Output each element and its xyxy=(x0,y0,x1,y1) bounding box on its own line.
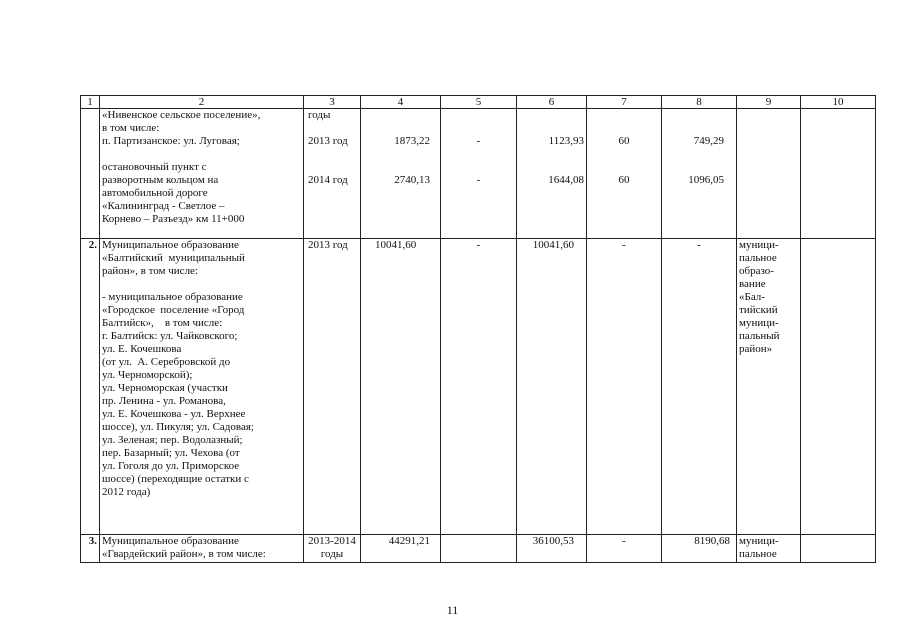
header-cell: 9 xyxy=(737,96,801,109)
executor-line: район» xyxy=(739,343,773,355)
description-line: автомобильной дороге xyxy=(102,187,208,199)
description-cell xyxy=(100,109,304,239)
description-line: - муниципальное образование xyxy=(102,291,243,303)
description-line: г. Балтийск: ул. Чайковского; xyxy=(102,330,238,342)
value-text: 60 xyxy=(618,135,630,147)
executor-line: тийский xyxy=(739,304,778,316)
executor-line: муници- xyxy=(739,317,779,329)
description-line: остановочный пункт с xyxy=(102,161,207,173)
column-5-cell: - xyxy=(441,239,517,535)
period-cell: 2013 год xyxy=(304,239,361,535)
executor-line: пальный xyxy=(739,330,780,342)
description-line: шоссе), ул. Пикуля; ул. Садовая; xyxy=(102,421,254,433)
description-line: Муниципальное образование xyxy=(102,239,239,251)
executor-line: пальное xyxy=(739,252,777,264)
column-6-cell xyxy=(517,109,587,239)
period-cell xyxy=(304,109,361,239)
header-cell: 1 xyxy=(81,96,100,109)
table-row-2 xyxy=(81,239,876,535)
description-line: п. Партизанское: ул. Луговая; xyxy=(102,135,240,147)
column-5-cell xyxy=(441,535,517,563)
description-cell xyxy=(100,239,304,535)
column-10-cell xyxy=(801,535,876,563)
column-10-cell xyxy=(801,109,876,239)
header-cell: 2 xyxy=(100,96,304,109)
description-line: ул. Черноморской); xyxy=(102,369,193,381)
value-text: 2740,13 xyxy=(394,174,430,186)
value-text: 1873,22 xyxy=(394,135,430,147)
value-text: - xyxy=(476,135,481,147)
column-7-cell xyxy=(587,109,662,239)
value-text: 1644,08 xyxy=(548,174,584,186)
column-8-cell: - xyxy=(662,239,737,535)
period-text: годы xyxy=(320,548,344,560)
period-text: 2013 год xyxy=(308,135,348,147)
description-line: район», в том числе: xyxy=(102,265,198,277)
total-cell: 44291,21 xyxy=(361,535,441,563)
description-line: ул. Е. Кочешкова - ул. Верхнее xyxy=(102,408,246,420)
header-cell: 3 xyxy=(304,96,361,109)
description-line: ул. Гоголя до ул. Приморское xyxy=(102,460,240,472)
description-cell xyxy=(100,535,304,563)
description-line: 2012 года) xyxy=(102,486,151,498)
executor-line: вание xyxy=(739,278,766,290)
header-cell: 6 xyxy=(517,96,587,109)
column-8-cell: 8190,68 xyxy=(662,535,737,563)
page-number: 11 xyxy=(446,603,459,617)
description-line xyxy=(102,278,301,291)
column-6-cell: 36100,53 xyxy=(517,535,587,563)
value-text: 1096,05 xyxy=(688,174,724,186)
description-line: шоссе) (переходящие остатки с xyxy=(102,473,249,485)
financing-table xyxy=(80,95,876,563)
description-line: (от ул. А. Серебровской до xyxy=(102,356,231,368)
column-6-cell: 10041,60 xyxy=(517,239,587,535)
description-line: «Балтийский муниципальный xyxy=(102,252,245,264)
description-line: «Нивенское сельское поселение», xyxy=(102,109,261,121)
total-cell: 10041,60 xyxy=(361,239,441,535)
row-number-cell: 3. xyxy=(81,535,100,563)
executor-line: муници- xyxy=(739,535,779,547)
description-line: ул. Е. Кочешкова xyxy=(102,343,182,355)
value-text: 1123,93 xyxy=(548,135,584,147)
description-line: Муниципальное образование xyxy=(102,535,239,547)
header-cell: 5 xyxy=(441,96,517,109)
description-line: разворотным кольцом на xyxy=(102,174,219,186)
total-cell xyxy=(361,109,441,239)
description-line: «Гвардейский район», в том числе: xyxy=(102,548,266,560)
period-cell xyxy=(304,535,361,563)
column-9-cell xyxy=(737,239,801,535)
column-9-cell xyxy=(737,535,801,563)
executor-line: «Бал- xyxy=(739,291,765,303)
header-cell: 8 xyxy=(662,96,737,109)
row-number-cell: 2. xyxy=(81,239,100,535)
column-9-cell xyxy=(737,109,801,239)
description-line: ул. Черноморская (участки xyxy=(102,382,228,394)
value-text: 749,29 xyxy=(693,135,724,147)
period-text: годы xyxy=(308,109,331,121)
row-number-cell xyxy=(81,109,100,239)
description-line: пр. Ленина - ул. Романова, xyxy=(102,395,226,407)
description-line: пер. Базарный; ул. Чехова (от xyxy=(102,447,240,459)
executor-line: образо- xyxy=(739,265,774,277)
executor-line: муници- xyxy=(739,239,779,251)
table-row-3 xyxy=(81,535,876,563)
column-5-cell xyxy=(441,109,517,239)
description-line: ул. Зеленая; пер. Водолазный; xyxy=(102,434,243,446)
column-8-cell xyxy=(662,109,737,239)
header-cell: 4 xyxy=(361,96,441,109)
description-line: «Городское поселение «Город xyxy=(102,304,245,316)
executor-line: пальное xyxy=(739,548,777,560)
header-cell: 10 xyxy=(801,96,876,109)
description-line: Корнево – Разъезд» км 11+000 xyxy=(102,213,245,225)
column-7-cell: - xyxy=(587,239,662,535)
column-7-cell: - xyxy=(587,535,662,563)
table-row-continuation xyxy=(81,109,876,239)
value-text: - xyxy=(476,174,481,186)
period-text: 2014 год xyxy=(308,174,348,186)
period-text: 2013-2014 xyxy=(308,535,356,547)
description-line: в том числе: xyxy=(102,122,160,134)
column-number-row xyxy=(81,96,876,109)
value-text: 60 xyxy=(618,174,630,186)
header-cell: 7 xyxy=(587,96,662,109)
description-line: «Калининград - Светлое – xyxy=(102,200,225,212)
description-line: Балтийск», в том числе: xyxy=(102,317,223,329)
column-10-cell xyxy=(801,239,876,535)
